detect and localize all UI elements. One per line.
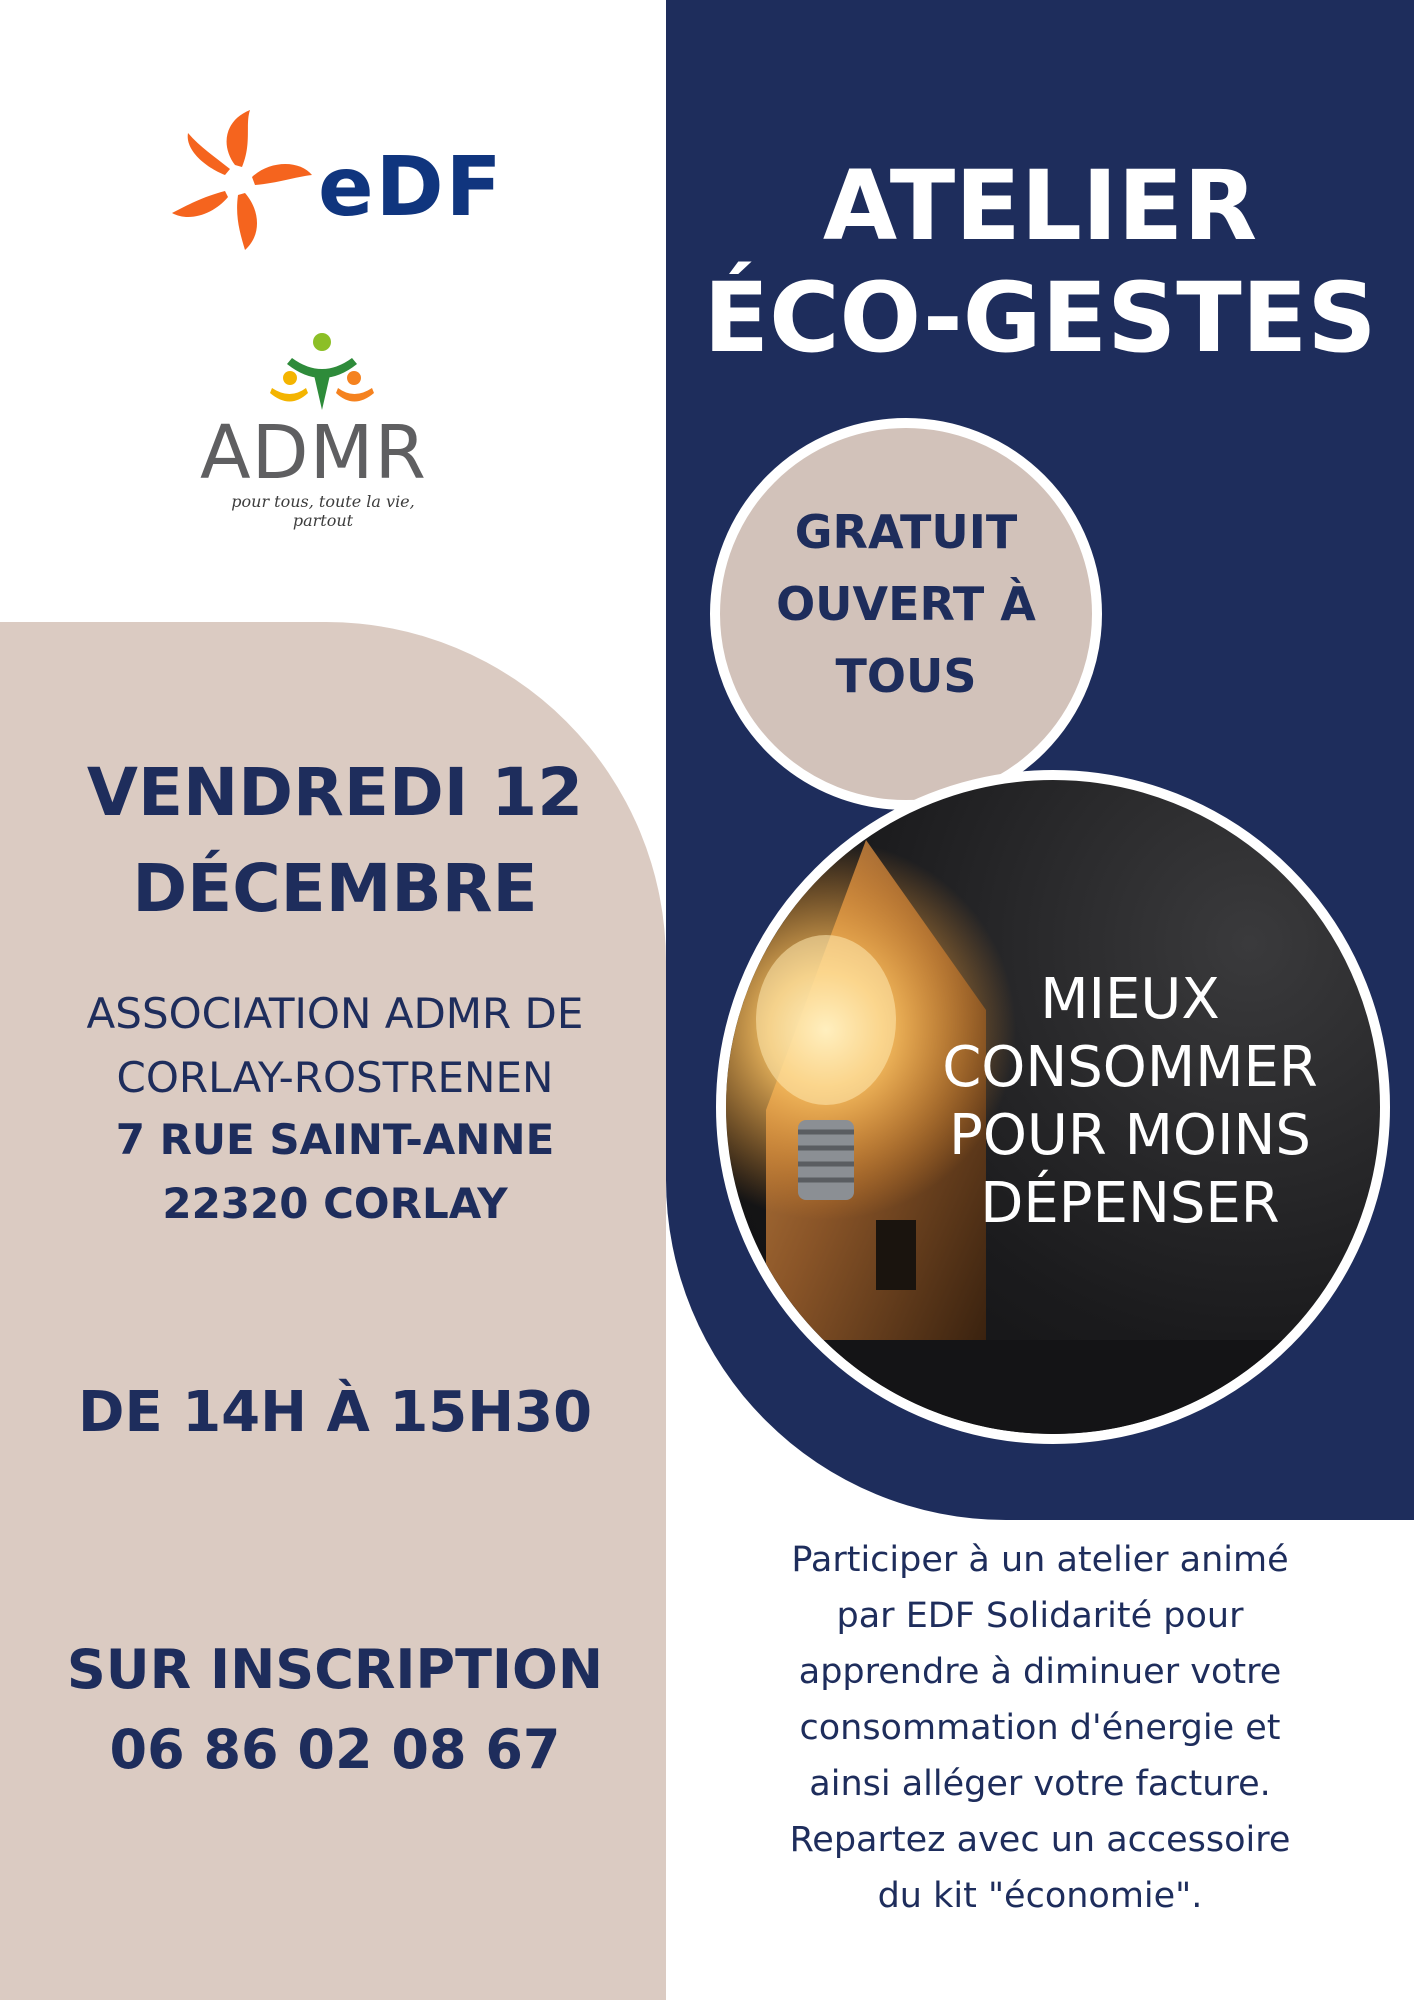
desc-line-6: Repartez avec un accessoire bbox=[789, 1820, 1291, 1860]
caption-line-3: POUR MOINS bbox=[949, 1103, 1311, 1168]
date-line-1: VENDREDI 12 bbox=[86, 754, 584, 831]
desc-line-5: ainsi alléger votre facture. bbox=[809, 1764, 1271, 1804]
admr-logo-text: ADMR bbox=[200, 410, 427, 496]
desc-line-1: Participer à un atelier animé bbox=[791, 1540, 1289, 1580]
admr-tagline: pour tous, toute la vie, partout bbox=[231, 492, 415, 530]
desc-line-2: par EDF Solidarité pour bbox=[836, 1596, 1244, 1636]
event-date bbox=[40, 745, 630, 937]
desc-line-3: apprendre à diminuer votre bbox=[798, 1652, 1282, 1692]
title-line-2: ÉCO-GESTES bbox=[703, 262, 1377, 374]
event-inscription bbox=[30, 1630, 640, 1790]
title-line-1: ATELIER bbox=[822, 150, 1258, 262]
event-description bbox=[700, 1532, 1380, 1924]
desc-line-7: du kit "économie". bbox=[877, 1876, 1203, 1916]
addr-line-1: 7 RUE SAINT-ANNE bbox=[115, 1115, 555, 1164]
caption-line-1: MIEUX bbox=[1040, 967, 1220, 1032]
free-badge-text bbox=[710, 496, 1102, 712]
event-time: DE 14H À 15H30 bbox=[77, 1380, 593, 1445]
caption-line-2: CONSOMMER bbox=[942, 1035, 1318, 1100]
assoc-line-2: CORLAY-ROSTRENEN bbox=[116, 1053, 554, 1102]
phone-number: 06 86 02 08 67 bbox=[109, 1718, 561, 1781]
inscription-label: SUR INSCRIPTION bbox=[66, 1638, 604, 1701]
caption-line-4: DÉPENSER bbox=[980, 1171, 1280, 1236]
badge-line-2: OUVERT À bbox=[776, 577, 1036, 631]
badge-line-3: TOUS bbox=[835, 649, 977, 703]
desc-line-4: consommation d'énergie et bbox=[799, 1708, 1281, 1748]
page-title bbox=[666, 150, 1414, 374]
event-address bbox=[30, 1108, 640, 1236]
badge-line-1: GRATUIT bbox=[794, 505, 1018, 559]
addr-line-2: 22320 CORLAY bbox=[162, 1179, 508, 1228]
admr-figures-icon bbox=[262, 330, 382, 420]
edf-logo-text: eDF bbox=[318, 140, 504, 235]
event-association bbox=[30, 982, 640, 1110]
photo-caption bbox=[900, 966, 1360, 1238]
assoc-line-1: ASSOCIATION ADMR DE bbox=[86, 989, 584, 1038]
date-line-2: DÉCEMBRE bbox=[132, 850, 538, 927]
